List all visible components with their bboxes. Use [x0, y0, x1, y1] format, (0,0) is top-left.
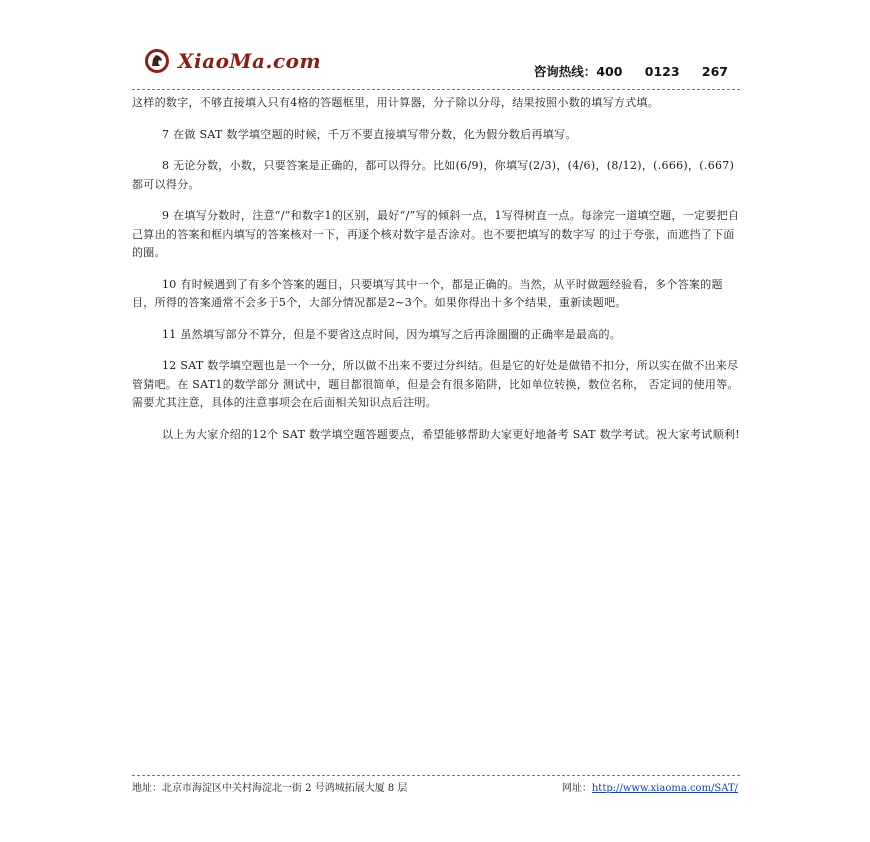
logo-text: XiaoMa.com [178, 49, 322, 73]
page-header [132, 40, 740, 88]
hotline-label: 咨询热线： [533, 64, 597, 79]
paragraph-tip-10: 10 有时候遇到了有多个答案的题目，只要填写其中一个，都是正确的。当然，从平时做题经验看，多个答案的题目，所得的答案通常不会多于5个，大部分情况都是2~3个。如果你得出十多个结果，重新读题吧。 [132, 277, 723, 309]
paragraph-continued: 这样的数字，不够直接填入只有4格的答题框里，用计算器，分子除以分母，结果按照小数的填写方式填。 [132, 96, 660, 109]
xiaoma-logo[interactable] [144, 46, 321, 76]
footer-address: 地址：北京市海淀区中关村海淀北一街 2 号鸿城拓展大厦 8 层 [132, 783, 408, 794]
paragraph-tip-12: 12 SAT 数学填空题也是一个一分，所以做不出来不要过分纠结。但是它的好处是做错不扣分，所以实在做不出来尽管猜吧。在 SAT1的数学部分 测试中，题目都很简单，但是会有很多陷阱，比如单位转换，数位名称， 否定词的使用等。需要尤其注意，具体的注意事项会在后面相关知识点后注明。 [132, 359, 739, 409]
header-divider [132, 89, 740, 90]
page-footer [132, 779, 740, 795]
paragraph-tip-8: 8 无论分数，小数，只要答案是正确的，都可以得分。比如(6/9)，你填写(2/3)，(4/6)，(8/12)，(.666)，(.667)都可以得分。 [132, 159, 735, 191]
website-link[interactable]: http://www.xiaoma.com/SAT/ [591, 783, 738, 794]
paragraph-tip-7: 7 在做 SAT 数学填空题的时候，千万不要直接填写带分数，化为假分数后再填写。 [162, 127, 577, 141]
horse-logo-icon [144, 48, 170, 74]
website-label: 网址： [561, 783, 592, 794]
footer-website [562, 779, 738, 794]
hotline [534, 62, 728, 80]
paragraph-tip-11: 11 虽然填写部分不算分，但是不要省这点时间，因为填写之后再涂圈圈的正确率是最高的。 [162, 327, 622, 341]
paragraph-tip-9: 9 在填写分数时，注意“/”和数字1的区别，最好“/”写的倾斜一点，1写得树直一点。每涂完一道填空题，一定要把自己算出的答案和框内填写的答案核对一下，再逐个核对数字是否涂对。也不要把填写的数字写 的过于夸张，而遮挡了下面的圈。 [132, 209, 740, 259]
paragraph-conclusion: 以上为大家介绍的12个 SAT 数学填空题答题要点，希望能够帮助大家更好地备考 SAT 数学考试。祝大家考试顺利! [162, 427, 740, 441]
hotline-number: 400 0123 267 [596, 64, 728, 79]
footer-divider [132, 775, 740, 776]
article-body [132, 94, 740, 457]
